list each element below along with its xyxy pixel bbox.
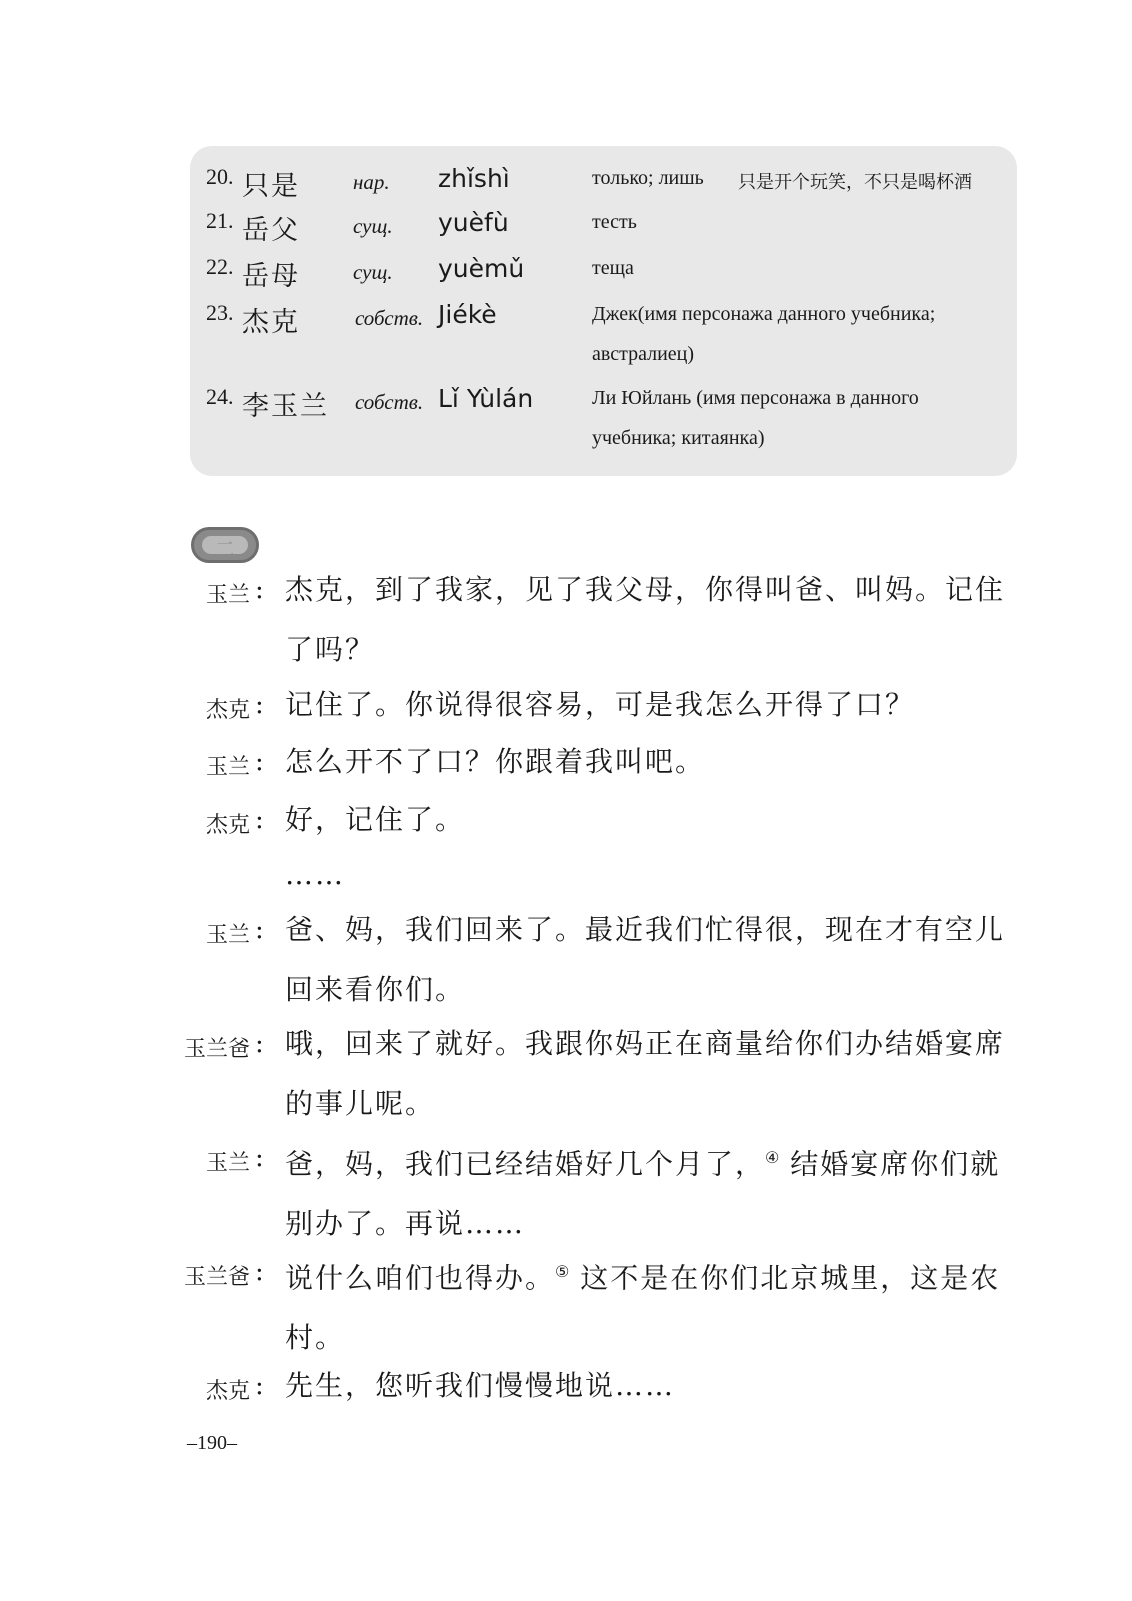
vocab-hanzi: 杰克 [242, 307, 300, 338]
vocab-row [190, 164, 1017, 204]
speaker-colon: : [255, 1029, 264, 1059]
speaker-colon: : [255, 1143, 264, 1173]
vocab-pinyin: Lǐ Yùlán [438, 384, 534, 413]
dialogue-text-continued: 结婚宴席你们就别办了。再说…… [285, 1147, 1001, 1241]
vocab-pinyin: yuèfù [438, 208, 509, 237]
speaker-label: 杰克 [205, 698, 250, 723]
section-badge [191, 527, 259, 563]
vocab-row [190, 300, 1017, 365]
dialogue-text: 爸，妈，我们已经结婚好几个月了， [285, 1147, 766, 1181]
speaker-label: 玉兰 [205, 755, 250, 780]
vocab-hanzi: 岳母 [242, 261, 300, 292]
speaker-label: 玉兰 [205, 1151, 250, 1176]
dialogue-line: 怎么开不了口？你跟着我叫吧。 [285, 745, 706, 778]
vocab-hanzi: 岳父 [242, 215, 300, 246]
dialogue-ellipsis: …… [285, 858, 345, 891]
vocab-number: 23. [206, 300, 234, 325]
dialogue-line: 先生，您听我们慢慢地说…… [285, 1369, 676, 1402]
vocab-part-of-speech: сущ. [353, 260, 393, 284]
dialogue-line: 哦，回来了就好。我跟你妈正在商量给你们办结婚宴席的事儿呢。 [285, 1027, 1006, 1120]
vocab-part-of-speech: собств. [355, 390, 424, 414]
speaker-colon: : [255, 747, 264, 777]
vocab-pinyin: zhǐshì [438, 164, 510, 193]
dialogue-line [285, 1128, 1025, 1254]
vocab-translation: тесть [592, 211, 637, 233]
dialogue-line [285, 1242, 1025, 1368]
dialogue-line: 杰克，到了我家，见了我父母，你得叫爸、叫妈。记住了吗？ [285, 573, 1006, 666]
vocab-hanzi: 李玉兰 [242, 391, 329, 422]
dialogue-line: 好，记住了。 [285, 803, 466, 836]
speaker-colon: : [255, 575, 264, 605]
speaker-label: 玉兰爸 [183, 1265, 250, 1290]
speaker-colon: : [255, 690, 264, 720]
speaker-colon: : [255, 805, 264, 835]
vocab-translation: только; лишь [592, 167, 704, 189]
vocab-hanzi: 只是 [242, 171, 300, 202]
vocab-number: 21. [206, 208, 234, 233]
speaker-colon: : [255, 1257, 264, 1287]
speaker-label: 杰克 [205, 1379, 250, 1404]
vocab-translation: Джек(имя персонажа данного учебника; австралиец) [592, 303, 936, 365]
vocab-translation: теща [592, 257, 634, 279]
speaker-colon: : [255, 1371, 264, 1401]
vocab-translation: Ли Юйлань (имя персонажа в данного учебника; китаянка) [592, 387, 919, 449]
dialogue-text: 说什么咱们也得办。 [285, 1261, 556, 1295]
page-number: –190– [187, 1432, 237, 1454]
vocab-row [190, 384, 1017, 449]
dialogue-text-continued: 这不是在你们北京城里，这是农村。 [285, 1261, 1001, 1355]
section-label: 二 [215, 537, 235, 561]
vocab-part-of-speech: нар. [353, 170, 390, 194]
speaker-label: 杰克 [205, 813, 250, 838]
speaker-label: 玉兰爸 [183, 1037, 250, 1062]
vocab-number: 20. [206, 164, 234, 189]
dialogue-line: 爸、妈，我们回来了。最近我们忙得很，现在才有空儿回来看你们。 [285, 913, 1006, 1006]
vocab-pinyin: Jiékè [438, 300, 497, 329]
dialogue-line: 记住了。你说得很容易，可是我怎么开得了口？ [285, 688, 916, 721]
note-marker: ④ [765, 1148, 780, 1167]
vocab-row [190, 254, 1017, 294]
vocab-part-of-speech: собств. [355, 306, 424, 330]
speaker-label: 玉兰 [205, 583, 250, 608]
vocab-number: 24. [206, 384, 234, 409]
vocabulary-box [190, 146, 1017, 476]
note-marker: ⑤ [555, 1262, 570, 1281]
vocab-part-of-speech: сущ. [353, 214, 393, 238]
vocab-pinyin: yuèmǔ [438, 254, 525, 283]
vocab-row [190, 208, 1017, 248]
vocab-example: 只是开个玩笑，不只是喝杯酒 [738, 172, 972, 193]
speaker-label: 玉兰 [205, 923, 250, 948]
vocab-number: 22. [206, 254, 234, 279]
speaker-colon: : [255, 915, 264, 945]
